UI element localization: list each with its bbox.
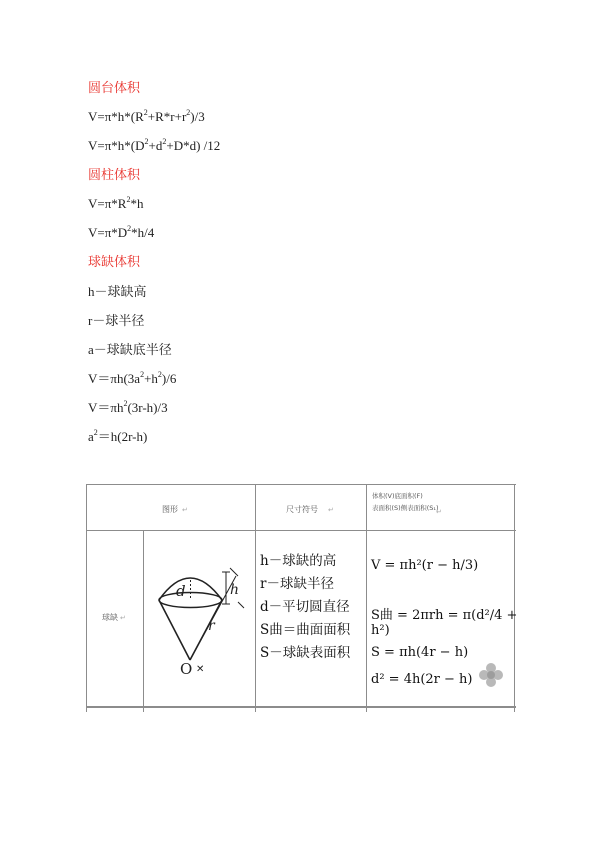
header-symbol: 尺寸符号 — [286, 505, 318, 514]
cylinder-title: 圆柱体积 — [88, 167, 141, 182]
diagram-label-r: r — [208, 618, 215, 634]
diagram-label-h: h — [230, 582, 240, 598]
header-volume-line-1: 体积(V)底面积(F) — [372, 492, 423, 500]
symbol-list — [260, 550, 350, 665]
symbol-d: d－平切圆直径 — [260, 599, 350, 615]
cylinder-formula-1: $V=\pi*R^2*h$ — [88, 194, 144, 211]
cylinder-formula-2: $V=\pi*D^2*h/4$ — [88, 223, 155, 240]
table-bottom-border — [86, 706, 516, 708]
cap-def-r: r－球半径 — [88, 313, 145, 328]
diagram-label-o: O — [180, 660, 193, 678]
cap-formula-2: $V=\pi h^2(3r-h)/3$ — [88, 398, 168, 415]
table-left-border — [86, 484, 87, 712]
frustum-title: 圆台体积 — [88, 80, 141, 95]
row-label-cap: 球缺 — [102, 613, 118, 622]
table-col-divider-3 — [366, 484, 367, 712]
formula-diameter: d² = 4h(2r − h) — [371, 672, 473, 687]
frustum-formula-2: $V=\pi*h*(D^2+d^2+D*d)$ /12 — [88, 136, 221, 153]
header-volume-line-2: 表面积(S)侧表面积(S₁) — [372, 504, 439, 512]
paragraph-mark: ↵ — [328, 506, 334, 514]
table-col-divider-2 — [255, 484, 256, 712]
symbol-s-total: S－球缺表面积 — [260, 645, 351, 661]
formula-table — [86, 482, 518, 712]
spherical-cap-diagram — [146, 542, 254, 692]
cap-def-h: h－球缺高 — [88, 284, 147, 299]
diagram-label-d: d — [176, 582, 186, 600]
symbol-s-curved: S曲＝曲面面积 — [260, 622, 351, 638]
frustum-formula-1: $V=\pi*h*(R^2+R*r+r^2)/3$ — [88, 107, 205, 124]
paragraph-mark: ↵ — [436, 508, 442, 516]
paragraph-mark: ↵ — [120, 614, 126, 622]
symbol-h: h－球缺的高 — [260, 553, 337, 569]
table-right-border — [514, 484, 515, 712]
center-star: ✕ — [196, 664, 205, 675]
cap-formula-3: $a^2=h(2r-h)$ — [88, 427, 148, 444]
formula-curved-area: S曲 = 2πrh = π(d²/4 + h²) — [371, 608, 518, 638]
cone-left-side — [159, 600, 190, 660]
cap-def-a: a－球缺底半径 — [88, 342, 172, 357]
header-shape: 图形 — [162, 505, 178, 514]
table-header-divider — [86, 530, 516, 531]
paragraph-mark: ↵ — [182, 506, 188, 514]
symbol-r: r－球缺半径 — [260, 576, 334, 592]
watermark-icon — [478, 662, 504, 688]
table-col-divider-1 — [143, 530, 144, 712]
formula-volume: V = πh²(r − h/3) — [371, 558, 479, 573]
cap-title: 球缺体积 — [88, 254, 141, 269]
formula-surface-area: S = πh(4r − h) — [371, 645, 469, 660]
table-top-border — [86, 484, 516, 485]
cap-formula-1: $V=\pi h(3a^2+h^2)/6$ — [88, 369, 177, 386]
